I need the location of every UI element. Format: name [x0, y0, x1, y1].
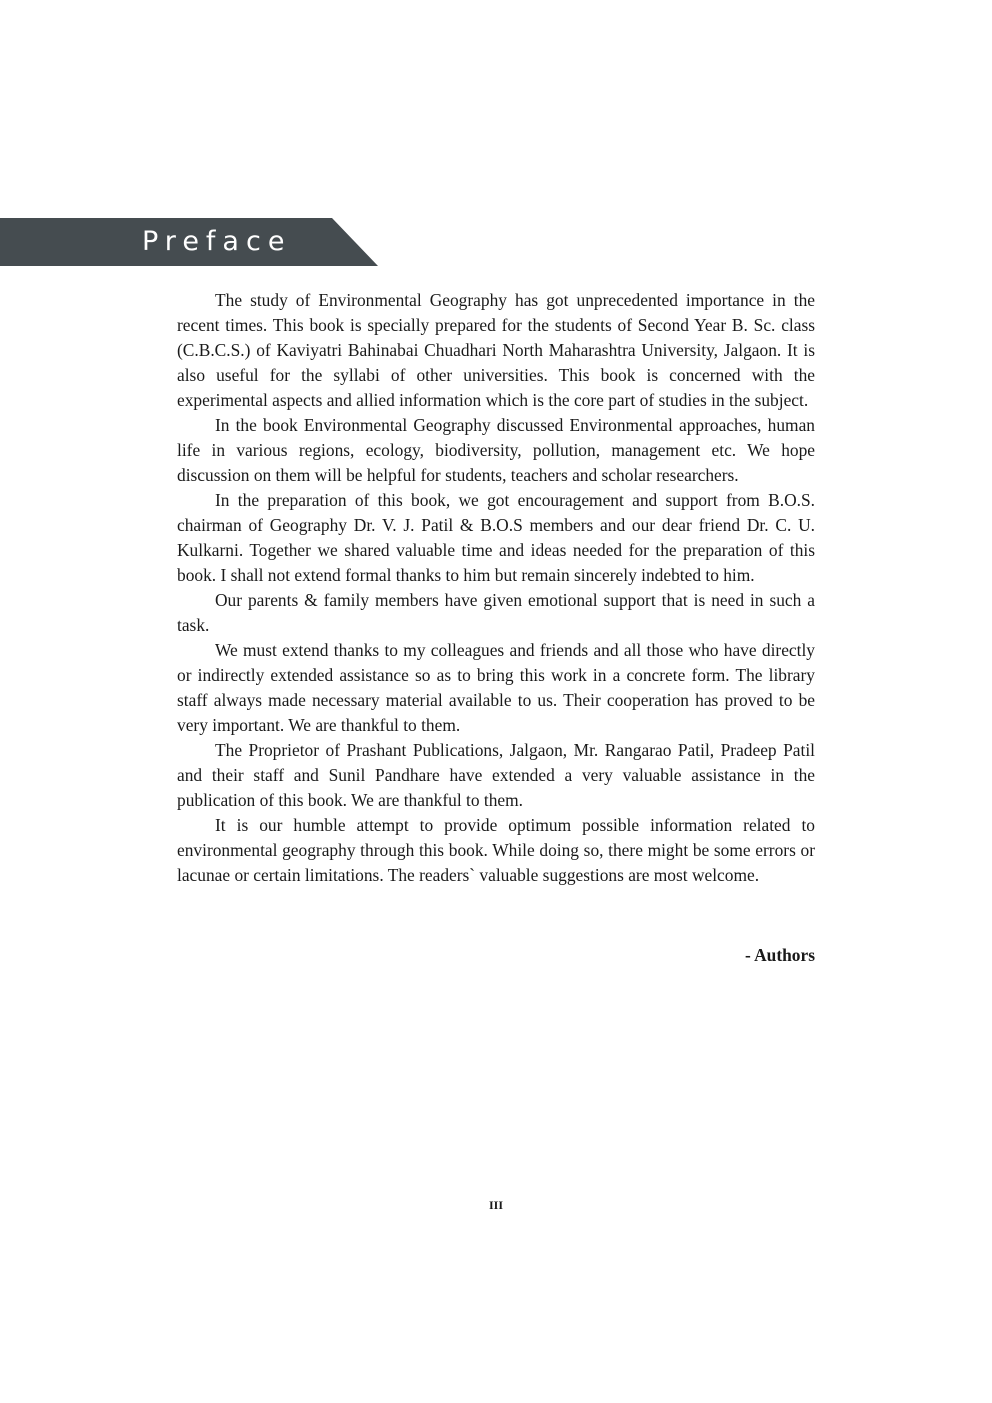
paragraph-4: Our parents & family members have given emotional support that is need in such a task.	[177, 590, 815, 635]
preface-body	[177, 288, 815, 888]
paragraph-3: In the preparation of this book, we got encouragement and support from B.O.S. chairman of Geography Dr. V. J. Patil & B.O.S members and our dear friend Dr. C. U. Kulkarni. Together we shared valuable time and ideas needed for the preparation of this book. I shall not extend formal thanks to him but remain sincerely indebted to him.	[177, 490, 815, 585]
authors-signature: - Authors	[744, 945, 815, 965]
preface-banner	[0, 218, 378, 266]
paragraph-7: It is our humble attempt to provide optimum possible information related to environmental geography through this book. While doing so, there might be some errors or lacunae or certain limitations. The readers` valuable suggestions are most welcome.	[177, 815, 815, 885]
page-number: III	[488, 1198, 503, 1212]
paragraph-2: In the book Environmental Geography discussed Environmental approaches, human life in various regions, ecology, biodiversity, pollution, management etc. We hope discussion on them will be helpful for students, teachers and scholar researchers.	[177, 415, 815, 485]
paragraph-5: We must extend thanks to my colleagues and friends and all those who have directly or indirectly extended assistance so as to bring this work in a concrete form. The library staff always made necessary material available to us. Their cooperation has proved to be very important. We are thankful to them.	[177, 640, 815, 735]
paragraph-6: The Proprietor of Prashant Publications, Jalgaon, Mr. Rangarao Patil, Pradeep Patil and their staff and Sunil Pandhare have extended a very valuable assistance in the publication of this book. We are thankful to them.	[177, 740, 815, 810]
page-title: Preface	[142, 226, 292, 257]
paragraph-1: The study of Environmental Geography has got unprecedented importance in the recent times. This book is specially prepared for the students of Second Year B. Sc. class (C.B.C.S.) of Kaviyatri Bahinabai Chuadhari North Maharashtra University, Jalgaon. It is also useful for the syllabi of other universities. This book is concerned with the experimental aspects and allied information which is the core part of studies in the subject.	[177, 290, 815, 410]
